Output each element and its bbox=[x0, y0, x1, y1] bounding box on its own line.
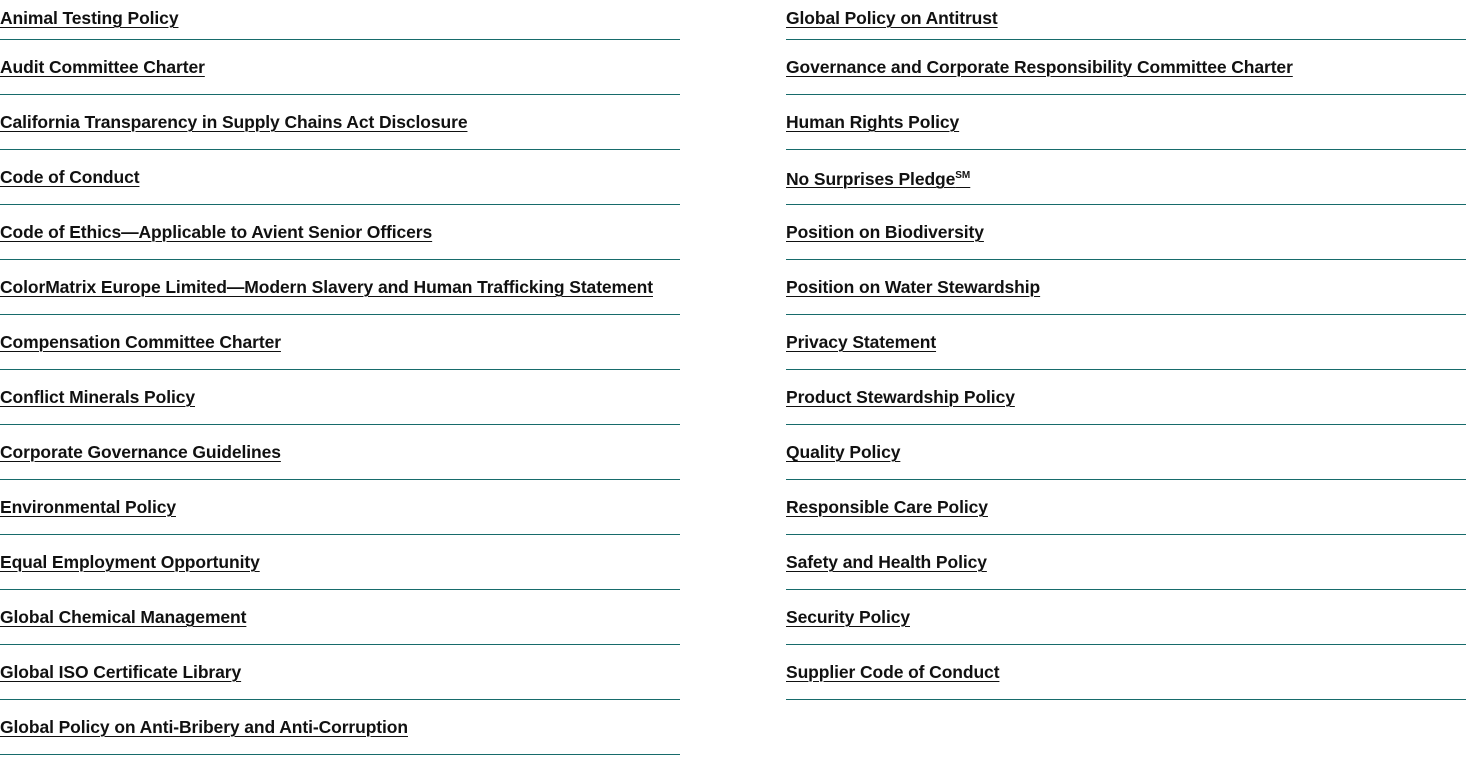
policy-link-safety-and-health-policy[interactable]: Safety and Health Policy bbox=[786, 552, 987, 572]
list-item[interactable] bbox=[0, 480, 680, 535]
policy-link-supplier-code-of-conduct[interactable]: Supplier Code of Conduct bbox=[786, 662, 1000, 682]
list-item[interactable] bbox=[0, 315, 680, 370]
list-item[interactable] bbox=[0, 260, 680, 315]
policy-link-compensation-committee-charter[interactable]: Compensation Committee Charter bbox=[0, 332, 281, 352]
policy-link-global-chemical-management[interactable]: Global Chemical Management bbox=[0, 607, 247, 627]
list-item[interactable] bbox=[786, 315, 1466, 370]
policy-link-position-on-water-stewardship[interactable]: Position on Water Stewardship bbox=[786, 277, 1041, 297]
list-item[interactable] bbox=[0, 40, 680, 95]
policy-link-corporate-governance-guidelines[interactable]: Corporate Governance Guidelines bbox=[0, 442, 281, 462]
policy-link-privacy-statement[interactable]: Privacy Statement bbox=[786, 332, 937, 352]
policy-link-animal-testing-policy[interactable]: Animal Testing Policy bbox=[0, 8, 179, 28]
list-item[interactable] bbox=[786, 260, 1466, 315]
policy-link-product-stewardship-policy[interactable]: Product Stewardship Policy bbox=[786, 387, 1015, 407]
list-item[interactable] bbox=[786, 645, 1466, 700]
list-item[interactable] bbox=[786, 205, 1466, 260]
policy-link-position-on-biodiversity[interactable]: Position on Biodiversity bbox=[786, 222, 984, 242]
policy-list-right-column bbox=[786, 0, 1466, 755]
policy-link-quality-policy[interactable]: Quality Policy bbox=[786, 442, 901, 462]
policy-link-equal-employment-opportunity[interactable]: Equal Employment Opportunity bbox=[0, 552, 260, 572]
policy-link-global-policy-anti-bribery[interactable]: Global Policy on Anti-Bribery and Anti-Corruption bbox=[0, 717, 408, 737]
list-item[interactable] bbox=[0, 425, 680, 480]
policy-link-responsible-care-policy[interactable]: Responsible Care Policy bbox=[786, 497, 988, 517]
policy-link-california-transparency-disclosure[interactable]: California Transparency in Supply Chains Act Disclosure bbox=[0, 112, 468, 132]
list-item[interactable] bbox=[786, 370, 1466, 425]
list-item[interactable] bbox=[0, 645, 680, 700]
list-item[interactable] bbox=[0, 150, 680, 205]
list-item[interactable] bbox=[0, 205, 680, 260]
policy-list-left-column bbox=[0, 0, 680, 755]
list-item[interactable] bbox=[0, 700, 680, 755]
policy-link-human-rights-policy[interactable]: Human Rights Policy bbox=[786, 112, 960, 132]
policy-link-security-policy[interactable]: Security Policy bbox=[786, 607, 910, 627]
list-item[interactable] bbox=[0, 95, 680, 150]
policy-link-code-of-conduct[interactable]: Code of Conduct bbox=[0, 167, 140, 187]
policy-link-audit-committee-charter[interactable]: Audit Committee Charter bbox=[0, 57, 205, 77]
policy-link-global-policy-on-antitrust[interactable]: Global Policy on Antitrust bbox=[786, 8, 998, 28]
policy-link-code-of-ethics[interactable]: Code of Ethics—Applicable to Avient Senior Officers bbox=[0, 222, 433, 242]
list-item[interactable] bbox=[786, 95, 1466, 150]
list-item[interactable] bbox=[786, 480, 1466, 535]
list-item[interactable] bbox=[786, 0, 1466, 40]
list-item[interactable] bbox=[786, 535, 1466, 590]
list-item[interactable] bbox=[0, 535, 680, 590]
policy-link-colormatrix-modern-slavery-statement[interactable]: ColorMatrix Europe Limited—Modern Slavery and Human Trafficking Statement bbox=[0, 277, 653, 297]
policy-link-environmental-policy[interactable]: Environmental Policy bbox=[0, 497, 176, 517]
list-item[interactable] bbox=[0, 590, 680, 645]
list-item[interactable] bbox=[0, 0, 680, 40]
policy-link-governance-corporate-responsibility-charter[interactable]: Governance and Corporate Responsibility Committee Charter bbox=[786, 57, 1293, 77]
list-item[interactable] bbox=[786, 150, 1466, 205]
list-item[interactable] bbox=[786, 590, 1466, 645]
policy-link-conflict-minerals-policy[interactable]: Conflict Minerals Policy bbox=[0, 387, 196, 407]
list-item[interactable] bbox=[786, 40, 1466, 95]
service-mark-icon: SM bbox=[955, 169, 971, 181]
list-item[interactable] bbox=[0, 370, 680, 425]
policy-link-text: No Surprises Pledge bbox=[786, 168, 956, 189]
policy-link-global-iso-certificate-library[interactable]: Global ISO Certificate Library bbox=[0, 662, 242, 682]
policy-link-no-surprises-pledge[interactable] bbox=[786, 165, 970, 190]
list-item[interactable] bbox=[786, 425, 1466, 480]
